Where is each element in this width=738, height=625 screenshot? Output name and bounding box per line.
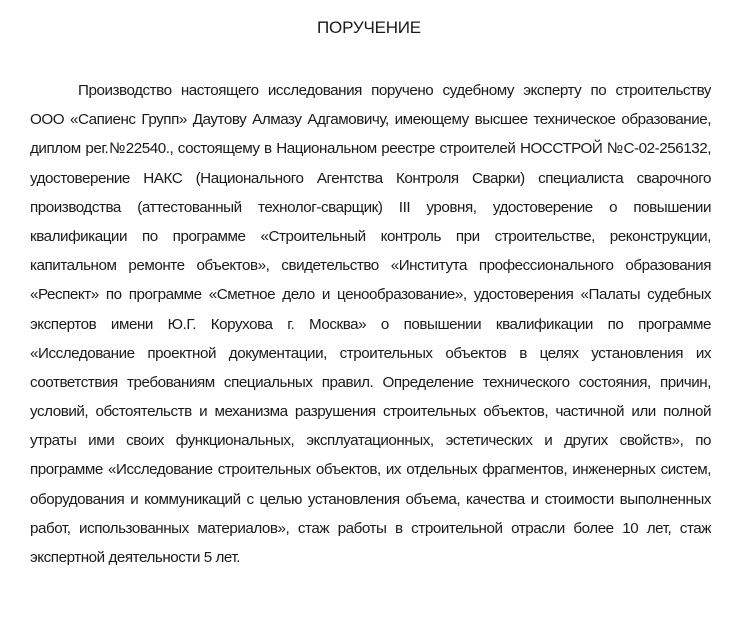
paragraph-line: экспертов имени Ю.Г. Корухова г. Москва» о повышении квалификации по программе (30, 315, 711, 333)
paragraph-line: оборудования и коммуникаций с целью установления объема, качества и стоимости выполненных (30, 490, 711, 508)
paragraph-line: «Респект» по программе «Сметное дело и ценообразование», удостоверения «Палаты судебных (30, 286, 711, 304)
paragraph-line: производства (аттестованный технолог-сварщик) III уровня, удостоверение о повышении (30, 198, 711, 216)
paragraph-line: диплом рег.№22540., состоящему в Национальном реестре строителей НОССТРОЙ №С-02-256132, (30, 140, 711, 158)
paragraph-line: ООО «Сапиенс Групп» Даутову Алмазу Адгамовичу, имеющему высшее техническое образование, (30, 111, 711, 129)
paragraph-line: «Исследование проектной документации, строительных объектов в целях установления их (30, 344, 711, 362)
paragraph-line: капитальном ремонте объектов», свидетельство «Института профессионального образования (30, 257, 711, 275)
paragraph-line: соответствия требованиям специальных правил. Определение технического состояния, причин, (30, 373, 711, 391)
paragraph-line: условий, обстоятельств и механизма разрушения строительных объектов, частичной или полной (30, 403, 711, 421)
paragraph-line: программе «Исследование строительных объектов, их отдельных фрагментов, инженерных систем, (30, 461, 711, 479)
document-body (30, 76, 711, 572)
paragraph-line: удостоверение НАКС (Национального Агентства Контроля Сварки) специалиста сварочного (30, 169, 711, 187)
paragraph-line: работ, использованных материалов», стаж работы в строительной отрасли более 10 лет, стаж (30, 519, 711, 537)
paragraph-line: экспертной деятельности 5 лет. (30, 549, 241, 566)
paragraph-line: Производство настоящего исследования поручено судебному эксперту по строительству (78, 82, 711, 99)
paragraph-line: квалификации по программе «Строительный контроль при строительстве, реконструкции, (30, 227, 711, 245)
paragraph-line: утраты ими своих функциональных, эксплуатационных, эстетических и других свойств», по (30, 432, 711, 450)
document-title: ПОРУЧЕНИЕ (317, 18, 421, 37)
